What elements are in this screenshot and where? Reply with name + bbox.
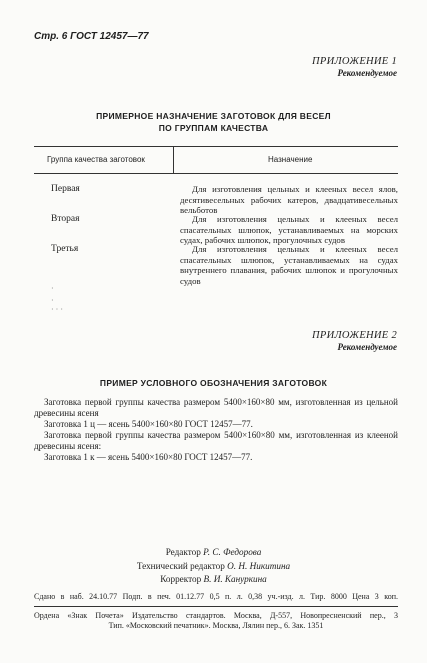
example-paragraph-3: Заготовка первой группы качества размером 5400×160×80 мм, изготовленная из клееной древесины ясеня: xyxy=(34,430,398,451)
examples-block xyxy=(34,397,398,463)
example-paragraph-2: Заготовка 1 ц — ясень 5400×160×80 ГОСТ 12457—77. xyxy=(44,419,253,429)
scan-specks-2: · xyxy=(51,296,54,305)
imprint-line-3: Тип. «Московский печатник». Москва, Лялин пер., 6. Зак. 1351 xyxy=(108,621,324,630)
example-paragraph-4: Заготовка 1 к — ясень 5400×160×80 ГОСТ 12457—77. xyxy=(44,452,253,462)
credit-technical-editor: Технический редактор О. Н. Никитина xyxy=(136,560,291,571)
imprint-line-2: Ордена «Знак Почета» Издательство стандартов. Москва, Д-557, Новопресненский пер., 3 xyxy=(34,611,398,620)
appendix-2-subtitle: Рекомендуемое xyxy=(337,342,397,352)
running-head: Стр. 6 ГОСТ 12457—77 xyxy=(34,31,149,42)
table-row-2-purpose: Для изготовления цельных и клееных весел спасательных шлюпок, устанавливаемых на морских судах, рабочих шлюпок, прогулочных судов xyxy=(180,214,398,245)
credit-editor: Редактор Р. С. Федорова xyxy=(165,547,262,557)
scan-specks: · xyxy=(51,284,54,293)
table-title-line-1: ПРИМЕРНОЕ НАЗНАЧЕНИЕ ЗАГОТОВОК ДЛЯ ВЕСЕЛ xyxy=(96,111,331,121)
table-header-purpose: Назначение xyxy=(268,155,313,164)
imprint-rule xyxy=(34,606,398,607)
table-row-1-grade: Первая xyxy=(51,184,80,194)
credits-block xyxy=(0,546,427,587)
appendix-1-subtitle: Рекомендуемое xyxy=(337,68,397,78)
table-row-3-grade: Третья xyxy=(51,244,79,254)
table-header-grade: Группа качества заготовок xyxy=(47,155,145,164)
table-title xyxy=(0,110,427,134)
appendix-1-heading xyxy=(312,56,397,78)
table-header-rule xyxy=(34,173,398,174)
table-row-3-purpose: Для изготовления цельных и клееных весел спасательных шлюпок, устанавливаемых на судах внутреннего плавания, рабочих шлюпок и прогулочных судов xyxy=(180,244,398,286)
appendix-2-title: ПРИЛОЖЕНИЕ 2 xyxy=(312,330,397,341)
appendix-1-title: ПРИЛОЖЕНИЕ 1 xyxy=(312,56,397,67)
table-top-rule xyxy=(34,146,398,147)
table-column-divider xyxy=(173,146,174,173)
example-paragraph-1: Заготовка первой группы качества размером 5400×160×80 мм, изготовленная из цельной древесины ясеня xyxy=(34,397,398,418)
appendix-2-heading xyxy=(312,330,397,352)
imprint-block xyxy=(34,592,398,631)
imprint-line-1: Сдано в наб. 24.10.77 Подп. в печ. 01.12.77 0,5 п. л. 0,38 уч.-изд. л. Тир. 8000 Цена 3 коп. xyxy=(34,592,398,601)
table-title-line-2: ПО ГРУППАМ КАЧЕСТВА xyxy=(158,123,269,133)
credit-proofreader: Корректор В. И. Кануркина xyxy=(160,574,267,584)
table-row-1-purpose: Для изготовления цельных и клееных весел ялов, десятивесельных рабочих катеров, двадцативесельных вельботов xyxy=(180,184,398,215)
table-row-2-grade: Вторая xyxy=(51,214,80,224)
scan-specks-3: · · · xyxy=(51,305,63,314)
example-title: ПРИМЕР УСЛОВНОГО ОБОЗНАЧЕНИЯ ЗАГОТОВОК xyxy=(99,378,328,388)
